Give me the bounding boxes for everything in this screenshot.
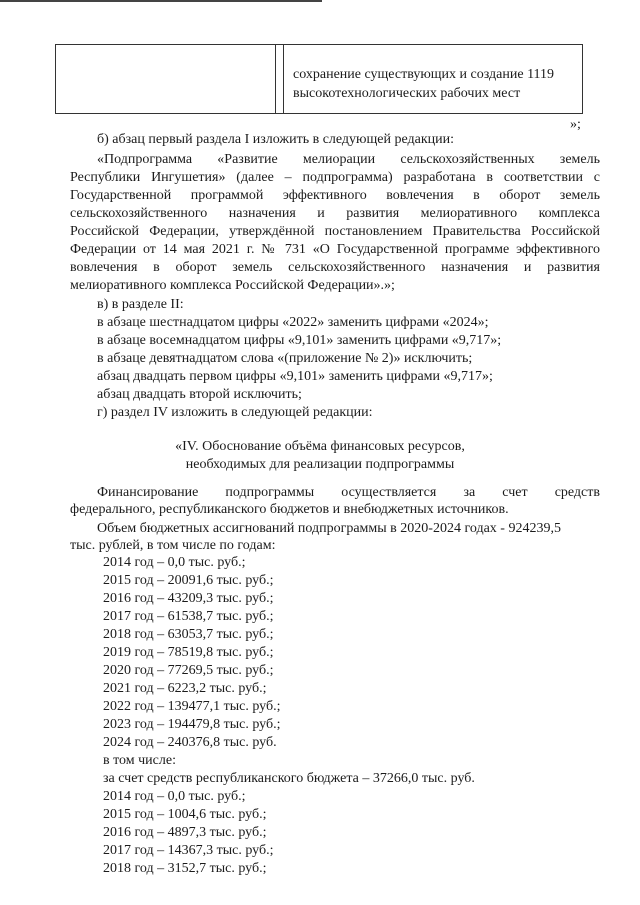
financing-line: Финансирование подпрограммы осуществляется за счет средств: [97, 485, 600, 500]
financing-line: федерального, республиканского бюджетов и внебюджетных источников.: [70, 502, 509, 517]
header-rule: [0, 0, 322, 2]
para1-line: мелиоративного комплекса Российской Федерации».»;: [70, 278, 395, 293]
item-v-intro: в) в разделе II:: [97, 297, 184, 312]
year-item: 2014 год – 0,0 тыс. руб.;: [103, 555, 246, 570]
list-item: в абзаце девятнадцатом слова «(приложение № 2)» исключить;: [97, 351, 473, 366]
table-cell-empty: [56, 45, 276, 114]
table-closing-quote: »;: [570, 117, 581, 132]
volume-line: Объем бюджетных ассигнований подпрограммы в 2020-2024 годах - 924239,5: [97, 521, 561, 536]
table-row: [56, 45, 583, 114]
year-item: 2019 год – 78519,8 тыс. руб.;: [103, 645, 274, 660]
year-item: 2018 год – 63053,7 тыс. руб.;: [103, 627, 274, 642]
year-item: 2018 год – 3152,7 тыс. руб.;: [103, 861, 267, 876]
year-item: 2023 год – 194479,8 тыс. руб.;: [103, 717, 281, 732]
para1-line: вовлечения в оборот земель сельскохозяйственного назначения и развития: [70, 260, 600, 275]
para1-line: «Подпрограмма «Развитие мелиорации сельскохозяйственных земель: [97, 152, 600, 167]
list-item: в абзаце восемнадцатом цифры «9,101» заменить цифрами «9,717»;: [97, 333, 502, 348]
list-item: абзац двадцать первом цифры «9,101» заменить цифрами «9,717»;: [97, 369, 493, 384]
year-item: 2017 год – 61538,7 тыс. руб.;: [103, 609, 274, 624]
year-item: 2015 год – 1004,6 тыс. руб.;: [103, 807, 267, 822]
year-item: 2020 год – 77269,5 тыс. руб.;: [103, 663, 274, 678]
para1-line: Государственной программой эффективного вовлечения в оборот земель: [70, 188, 600, 203]
para1-line: Республики Ингушетия» (далее – подпрограмма) разработана в соответствии с: [70, 170, 600, 185]
continued-table: [55, 44, 583, 114]
year-item: 2014 год – 0,0 тыс. руб.;: [103, 789, 246, 804]
table-cell-text: сохранение существующих и создание 1119 высокотехнологических рабочих мест: [284, 45, 583, 114]
year-item: 2016 год – 4897,3 тыс. руб.;: [103, 825, 267, 840]
volume-line: тыс. рублей, в том числе по годам:: [70, 538, 276, 553]
para1-line: Федерации от 14 мая 2021 г. № 731 «О Государственной программе эффективного: [70, 242, 600, 257]
year-item: 2021 год – 6223,2 тыс. руб.;: [103, 681, 267, 696]
list-item: в абзаце шестнадцатом цифры «2022» заменить цифрами «2024»;: [97, 315, 489, 330]
including-label: в том числе:: [103, 753, 176, 768]
para1-line: Российской Федерации, утверждённой постановлением Правительства Российской: [70, 224, 600, 239]
item-g-intro: г) раздел IV изложить в следующей редакции:: [97, 405, 373, 420]
year-item: 2022 год – 139477,1 тыс. руб.;: [103, 699, 281, 714]
para1-line: сельскохозяйственного назначения и развития мелиоративного комплекса: [70, 206, 600, 221]
list-item: абзац двадцать второй исключить;: [97, 387, 302, 402]
year-item: 2016 год – 43209,3 тыс. руб.;: [103, 591, 274, 606]
republic-budget-line: за счет средств республиканского бюджета – 37266,0 тыс. руб.: [103, 771, 475, 786]
year-item: 2015 год – 20091,6 тыс. руб.;: [103, 573, 274, 588]
year-item: 2017 год – 14367,3 тыс. руб.;: [103, 843, 274, 858]
item-b-intro: б) абзац первый раздела I изложить в следующей редакции:: [97, 132, 455, 147]
section-heading: «IV. Обоснование объёма финансовых ресурсов,: [175, 439, 465, 454]
section-heading: необходимых для реализации подпрограммы: [185, 457, 455, 472]
table-cell-narrow: [276, 45, 284, 114]
year-item: 2024 год – 240376,8 тыс. руб.: [103, 735, 277, 750]
